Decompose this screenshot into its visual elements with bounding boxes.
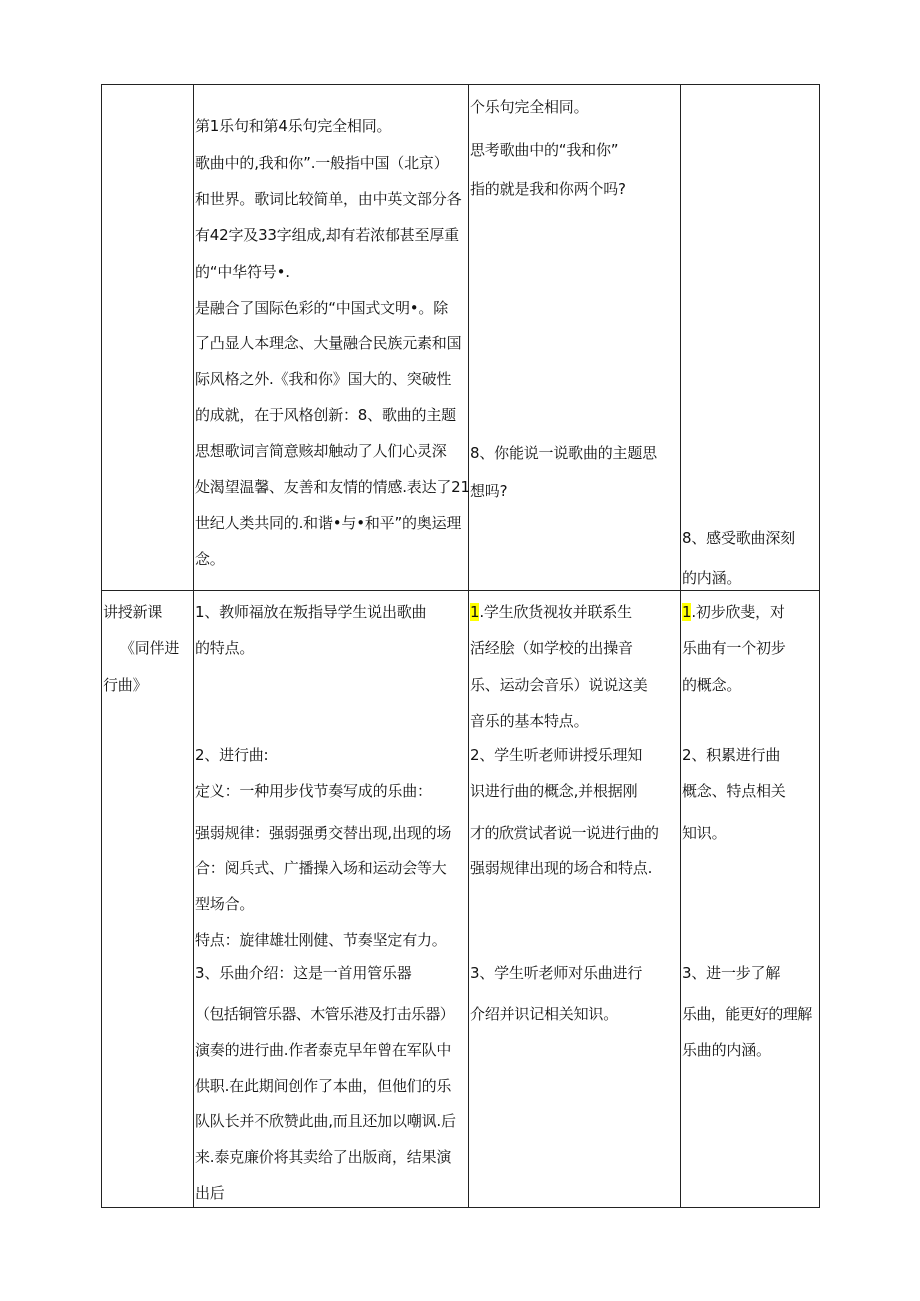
column-divider-3 [680, 84, 681, 1208]
text-line: 处渴望温馨、友善和友情的情感.表达了21 [195, 478, 470, 496]
text-line: 8、你能说一说歌曲的主题思 [470, 444, 657, 462]
text-line: 2、进行曲: [195, 746, 269, 764]
text-line: 特点：旋律雄壮刚健、节奏坚定有力。 [195, 931, 447, 949]
text-line: 知识。 [682, 824, 727, 842]
text-line: 2、积累进行曲 [682, 746, 781, 764]
text-line: 音乐的基本特点。 [470, 712, 589, 730]
text-line: 第1乐句和第4乐句完全相同。 [195, 117, 392, 135]
text-line: 1.学生欣货视妆并联系生 [470, 603, 632, 621]
text-line: 乐、运动会音乐）说说这美 [470, 676, 648, 694]
row-divider [101, 590, 820, 591]
table-border-bottom [101, 1207, 820, 1208]
text-line: 有42字及33字组成,却有若浓郁甚至厚重 [195, 226, 459, 244]
text-line: 乐曲的内涵。 [682, 1041, 771, 1059]
text-line: 队队长并不欣赞此曲,而且还加以嘲讽.后 [195, 1112, 456, 1130]
highlight-mark: 1 [682, 603, 692, 621]
text-line: 个乐句完全相同。 [470, 98, 589, 116]
text-line: 概念、特点相关 [682, 782, 786, 800]
text-line: 歌曲中的,我和你”.一般指中国（北京） [195, 154, 449, 172]
text-line: 合：阅兵式、广播操入场和运动会等大 [195, 859, 447, 877]
text-line: 乐曲，能更好的理解 [682, 1005, 812, 1023]
text-line: 了凸显人本理念、大量融合民族元素和国 [195, 334, 462, 352]
text-line: 才的欣赏试者说一说进行曲的 [470, 824, 659, 842]
text-line: 世纪人类共同的.和谐•与•和平”的奥运理 [195, 514, 462, 532]
text-line: 指的就是我和你两个吗? [470, 180, 626, 198]
section-label: 行曲》 [103, 676, 148, 694]
text-line: 的“中华符号•. [195, 263, 290, 281]
text-line: 想吗? [470, 482, 508, 500]
text-line: 际风格之外.《我和你》国大的、突破性 [195, 370, 452, 388]
text-line: 的特点。 [195, 639, 255, 657]
text-line: 8、感受歌曲深刻 [682, 529, 795, 547]
text-line: 思考歌曲中的“我和你” [470, 141, 619, 159]
text-line: 出后 [195, 1184, 225, 1202]
text-line: 识进行曲的概念,并根据刚 [470, 782, 638, 800]
text-line: 活经脍（如学校的出操音 [470, 639, 633, 657]
text-line: 介绍并识记相关知识。 [470, 1005, 619, 1023]
text-line: 3、乐曲介绍：这是一首用管乐器 [195, 964, 412, 982]
table-border-left [101, 84, 102, 1208]
column-divider-1 [193, 84, 194, 1208]
column-divider-2 [468, 84, 469, 1208]
table-border-top [101, 84, 820, 85]
highlight-mark: 1 [470, 603, 480, 621]
text-line: 2、学生听老师讲授乐理知 [470, 746, 643, 764]
text-line: 的内涵。 [682, 569, 742, 587]
text-line: 思想歌词言简意赅却触动了人们心灵深 [195, 442, 447, 460]
text-line: 和世界。歌词比较简单，由中英文部分各 [195, 190, 462, 208]
section-label: 《同伴进 [120, 639, 180, 657]
text-line: 3、进一步了解 [682, 964, 781, 982]
text-line: 的成就，在于风格创新：8、歌曲的主题 [195, 406, 456, 424]
text-line: （包括铜管乐器、木管乐港及打击乐器） [195, 1005, 455, 1023]
text-line: 来.泰克廉价将其卖给了出版商，结果演 [195, 1148, 452, 1166]
text-line: 强弱规律：强弱强勇交替出现,出现的场 [195, 824, 452, 842]
text-line: 是融合了国际色彩的“中国式文明•。除 [195, 299, 449, 317]
text-line: 供职.在此期间创作了本曲，但他们的乐 [195, 1077, 452, 1095]
text-line: 念。 [195, 550, 225, 568]
text-line: 定义：一种用步伐节奏写成的乐曲： [195, 782, 432, 800]
section-label: 讲授新课 [103, 603, 163, 621]
text-line: 乐曲有一个初步 [682, 639, 786, 657]
text-line: 的概念。 [682, 676, 742, 694]
text-line: 3、学生听老师对乐曲进行 [470, 964, 643, 982]
text-line: 型场合。 [195, 895, 255, 913]
text-line: 1.初步欣斐，对 [682, 603, 785, 621]
table-border-right [819, 84, 820, 1208]
text-line: 强弱规律出现的场合和特点. [470, 859, 653, 877]
text-line: 演奏的进行曲.作者泰克早年曾在军队中 [195, 1041, 452, 1059]
text-line: 1、教师福放在叛指导学生说出歌曲 [195, 603, 427, 621]
